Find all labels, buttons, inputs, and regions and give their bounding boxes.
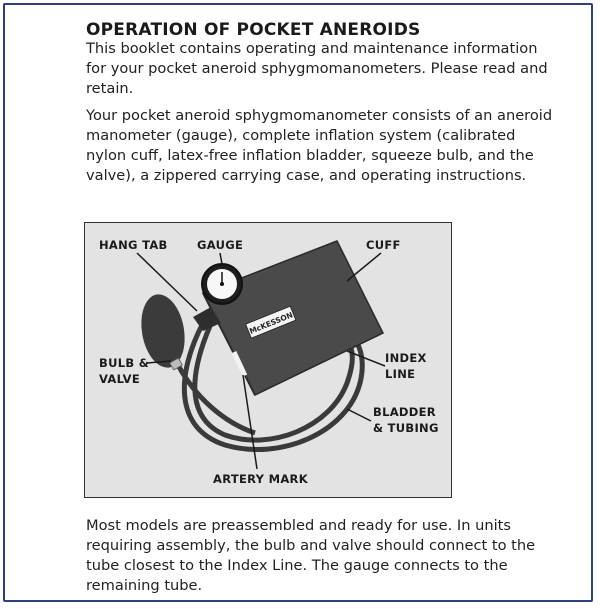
cuff-brand-text: McKESSON: [248, 310, 295, 336]
assembly-paragraph: Most models are preassembled and ready for use. In units requiring assembly, the bulb and valve should connect to the tube closest to the Index Line. The gauge connects to the remaining tube.: [86, 517, 536, 594]
intro-paragraph: This booklet contains operating and maintenance information for your pocket aneroid sphygmomanometers. Please read and retain.: [86, 40, 548, 97]
label-index-line: INDEX LINE: [385, 351, 427, 381]
page-title: OPERATION OF POCKET ANEROIDS: [86, 20, 421, 40]
leader-bladder: [347, 409, 371, 421]
components-paragraph: Your pocket aneroid sphygmomanometer consists of an aneroid manometer (gauge), complete inflation system (calibrated nylon cuff, latex-free inflation bladder, squeeze bulb, and the valve), a zippered carrying case, and operating instructions.: [86, 107, 553, 184]
label-bulb-valve: BULB & VALVE: [99, 356, 150, 386]
label-bladder-tubing: BLADDER & TUBING: [373, 405, 439, 435]
label-gauge: GAUGE: [197, 238, 244, 252]
leader-cuff: [347, 253, 381, 281]
leader-gauge: [220, 253, 222, 264]
label-cuff: CUFF: [366, 238, 401, 252]
label-artery-mark: ARTERY MARK: [213, 472, 308, 486]
label-hang-tab: HANG TAB: [99, 238, 168, 252]
sphygmomanometer-diagram: [84, 222, 452, 498]
